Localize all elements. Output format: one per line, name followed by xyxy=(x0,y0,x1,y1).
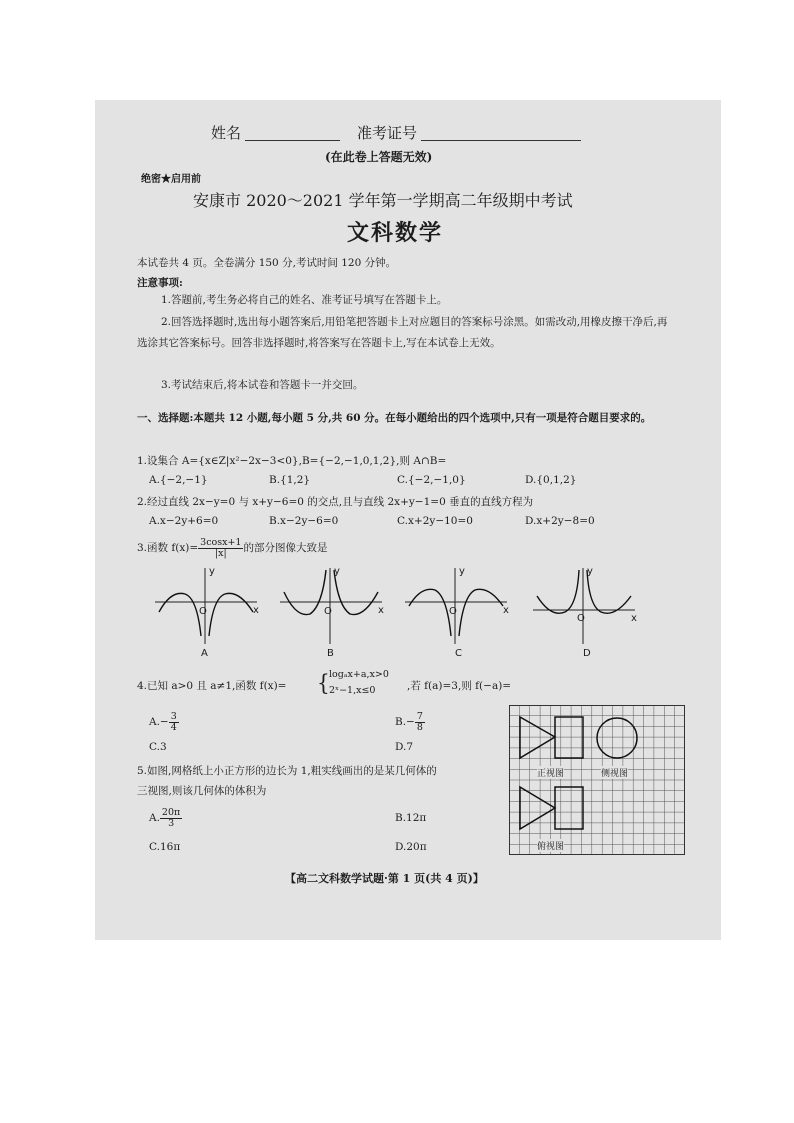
q3-graph-b xyxy=(278,566,386,646)
curve-left xyxy=(284,570,326,615)
graph-d-origin: O xyxy=(577,613,585,624)
graph-b-letter: B xyxy=(327,648,334,659)
page-footer: 【高二文科数学试题·第 1 页(共 4 页)】 xyxy=(285,872,484,885)
side-view-caption: 侧视图 xyxy=(601,766,628,779)
secret-mark: 绝密★启用前 xyxy=(141,174,201,185)
exam-page xyxy=(95,100,721,940)
curve-left xyxy=(159,593,201,636)
three-view-figure xyxy=(509,705,685,855)
q5-option-a xyxy=(149,806,182,830)
q4-option-b xyxy=(395,710,425,734)
q2-option-c: C.x+2y−10=0 xyxy=(397,515,473,527)
top-view-caption: 俯视图 xyxy=(537,839,564,852)
graph-b-x-label: x xyxy=(378,605,384,616)
front-view-triangle xyxy=(520,717,555,758)
name-label: 姓名 xyxy=(211,124,242,142)
q4-option-c: C.3 xyxy=(149,741,167,753)
graph-a-origin: O xyxy=(199,606,207,617)
q4-stem-prefix: 4.已知 a>0 且 a≠1,函数 f(x)= xyxy=(137,680,287,692)
q3-stem-prefix: 3.函数 f(x)= xyxy=(137,542,199,554)
q2-stem: 2.经过直线 2x−y=0 与 x+y−6=0 的交点,且与直线 2x+y−1=0 垂直的直线方程为 xyxy=(137,496,534,508)
graph-a-x-label: x xyxy=(253,605,259,616)
side-view-circle xyxy=(597,718,637,758)
q4-option-d: D.7 xyxy=(395,741,414,753)
id-label: 准考证号 xyxy=(357,124,418,142)
q5-option-a-prefix: A. xyxy=(149,812,160,824)
q1-stem: 1.设集合 A={x∈Z|x²−2x−3<0},B={−2,−1,0,1,2},则 A∩B= xyxy=(137,455,447,467)
curve-left xyxy=(537,570,579,613)
q5-stem-line2: 三视图,则该几何体的体积为 xyxy=(137,785,267,797)
q5-option-a-den: 3 xyxy=(168,817,175,829)
notes-heading: 注意事项: xyxy=(137,277,183,289)
q4-option-a-frac xyxy=(169,712,179,733)
no-answer-note: (在此卷上答题无效) xyxy=(325,150,433,164)
q5-option-d: D.20π xyxy=(395,841,427,853)
q1-option-c: C.{−2,−1,0} xyxy=(397,474,466,486)
graph-c-letter: C xyxy=(455,648,462,659)
graph-c-x-label: x xyxy=(503,605,509,616)
id-blank xyxy=(421,140,581,141)
q4-brace: { xyxy=(317,669,330,697)
q2-option-a: A.x−2y+6=0 xyxy=(149,515,219,527)
exam-title: 安康市 2020～2021 学年第一学期高二年级期中考试 xyxy=(193,191,573,210)
q5-option-a-frac xyxy=(160,808,182,829)
q2-option-d: D.x+2y−8=0 xyxy=(525,515,595,527)
q5-option-c: C.16π xyxy=(149,841,181,853)
q3-graph-d xyxy=(531,566,639,646)
curve-right xyxy=(209,593,253,636)
grid-lines xyxy=(509,705,685,855)
exam-intro: 本试卷共 4 页。全卷满分 150 分,考试时间 120 分钟。 xyxy=(137,257,397,269)
q4-stem-suffix: ,若 f(a)=3,则 f(−a)= xyxy=(407,680,512,692)
graph-c-y-label: y xyxy=(459,566,465,577)
graph-a-letter: A xyxy=(201,648,208,659)
q5-option-b: B.12π xyxy=(395,812,427,824)
note-1: 1.答题前,考生务必将自己的姓名、准考证号填写在答题卡上。 xyxy=(161,294,448,306)
graph-d-letter: D xyxy=(583,648,591,659)
q4-option-a-prefix: A.− xyxy=(149,716,169,728)
q4-option-a xyxy=(149,710,179,734)
three-view-grid xyxy=(509,705,685,855)
q1-option-d: D.{0,1,2} xyxy=(525,474,577,486)
q4-option-b-den: 8 xyxy=(416,721,423,733)
q3-fraction xyxy=(198,538,243,559)
q1-option-b: B.{1,2} xyxy=(269,474,311,486)
note-3: 3.考试结束后,将本试卷和答题卡一并交回。 xyxy=(161,379,364,391)
graph-c-origin: O xyxy=(449,606,457,617)
q5-stem-line1: 5.如图,网格纸上小正方形的边长为 1,粗实线画出的是某几何体的 xyxy=(137,765,437,777)
q5-option-a-num: 20π xyxy=(161,806,181,818)
graph-d-y-label: y xyxy=(587,566,593,577)
q4-option-b-frac xyxy=(415,712,425,733)
note-2: 2.回答选择题时,选出每小题答案后,用铅笔把答题卡上对应题目的答案标号涂黑。如需改动,用橡皮擦干净后,再选涂其它答案标号。回答非选择题时,将答案写在答题卡上,写在本试卷上无效。 xyxy=(137,316,668,349)
q4-option-a-num: 3 xyxy=(170,710,177,722)
q3-stem-suffix: 的部分图像大致是 xyxy=(243,542,328,554)
q4-option-b-prefix: B.− xyxy=(395,716,415,728)
q3-frac-den: |x| xyxy=(214,547,227,559)
q4-option-a-den: 4 xyxy=(170,721,177,733)
q4-option-b-num: 7 xyxy=(416,710,423,722)
q3-graph-c xyxy=(403,566,511,646)
curve-right xyxy=(587,570,631,613)
graph-d-x-label: x xyxy=(631,613,637,624)
q1-option-a: A.{−2,−1} xyxy=(149,474,208,486)
name-blank xyxy=(245,140,340,141)
curve-left xyxy=(409,589,451,636)
q2-option-b: B.x−2y−6=0 xyxy=(269,515,339,527)
q3-graph-a xyxy=(153,566,261,646)
curve-right xyxy=(334,570,378,615)
q4-case-2: 2ˣ−1,x≤0 xyxy=(329,685,376,696)
subject-title: 文科数学 xyxy=(347,220,444,246)
section-heading: 一、选择题:本题共 12 小题,每小题 5 分,共 60 分。在每小题给出的四个选项中,只有一项是符合题目要求的。 xyxy=(137,412,652,424)
graph-b-y-label: y xyxy=(334,566,340,577)
curve-right xyxy=(459,589,503,636)
graph-b-origin: O xyxy=(324,606,332,617)
front-view-caption: 正视图 xyxy=(537,766,564,779)
q4-case-1: logₐx+a,x>0 xyxy=(329,669,389,680)
q3-frac-num: 3cosx+1 xyxy=(200,536,242,548)
graph-a-y-label: y xyxy=(209,566,215,577)
front-view-rect xyxy=(555,717,583,758)
q3-stem xyxy=(137,536,327,560)
